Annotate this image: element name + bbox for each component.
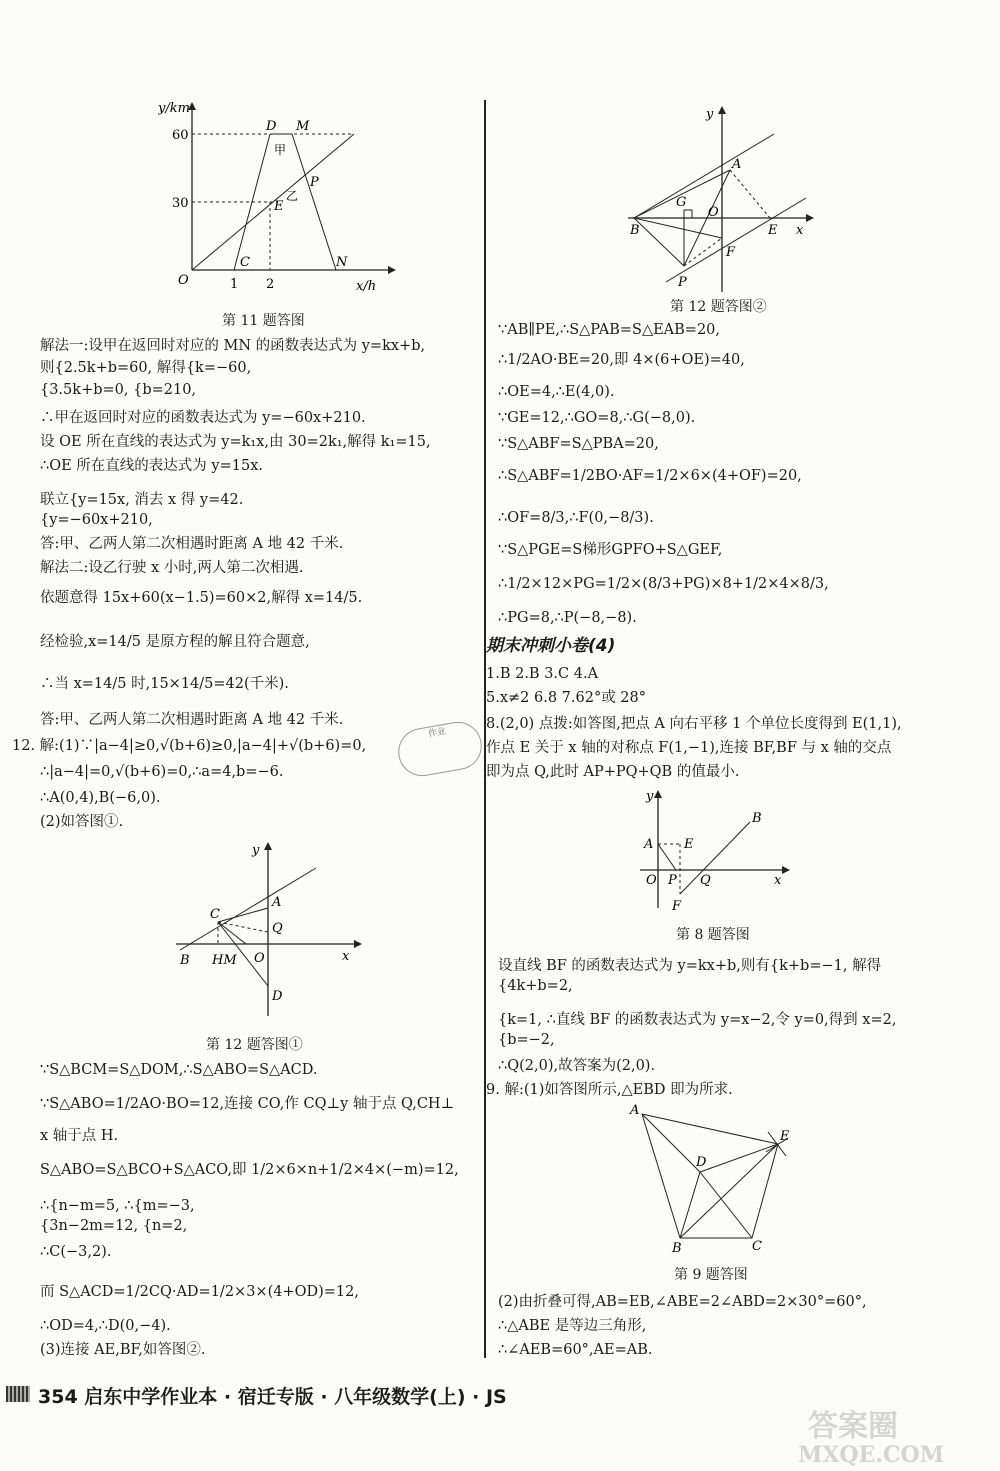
watermark-logo	[678, 1400, 978, 1466]
figure-9	[628, 1102, 798, 1252]
right2-line-1: 1.B 2.B 3.C 4.A	[486, 666, 599, 682]
left2-line-8: 而 S△ACD=1/2CQ·AD=1/2×3×(4+OD)=12,	[40, 1284, 359, 1300]
fig12b-G: G	[676, 195, 687, 210]
fig11-tick-1: 1	[230, 277, 239, 292]
right2-line-3: 8.(2,0) 点拨:如答图,把点 A 向右平移 1 个单位长度得到 E(1,1),	[486, 716, 902, 732]
fig8-E: E	[684, 837, 694, 852]
watermark-url: MXQE.COM	[798, 1442, 945, 1466]
fig8-x: x	[774, 873, 782, 888]
left-line-7: 联立{y=15x, 消去 x 得 y=42.	[40, 492, 244, 508]
left-line-9: 答:甲、乙两人第二次相遇时距离 A 地 42 千米.	[40, 536, 344, 552]
left2-line-5: ∴{n−m=5, ∴{m=−3,	[40, 1198, 195, 1214]
fig12a-x: x	[342, 949, 350, 964]
stamp	[394, 718, 485, 780]
fig8-F: F	[672, 899, 682, 914]
fig12a-caption: 第 12 题答图①	[206, 1037, 303, 1053]
fig11-tick-2: 2	[266, 277, 275, 292]
right-line-8: ∵S△PGE=S梯形GPFO+S△GEF,	[498, 542, 723, 558]
watermark-title: 答案圈	[808, 1409, 898, 1444]
right3-line-5: ∴Q(2,0),故答案为(2,0).	[498, 1058, 656, 1074]
fig11-label-yi: 乙	[286, 189, 299, 203]
fig11-origin: O	[178, 273, 189, 288]
fig8-O: O	[646, 873, 657, 888]
fig11-label-jia: 甲	[274, 143, 287, 157]
right3-line-4: {b=−2,	[498, 1032, 555, 1048]
fig9-C: C	[752, 1239, 762, 1252]
left-line-10: 解法二:设乙行驶 x 小时,两人第二次相遇.	[40, 560, 304, 576]
right-line-6: ∴S△ABF=1/2BO·AF=1/2×6×(4+OF)=20,	[498, 468, 802, 484]
figure-11	[158, 98, 398, 298]
fig12b-B: B	[630, 223, 640, 238]
footer-text: 354 启东中学作业本 · 宿迁专版 · 八年级数学(上) · JS	[38, 1386, 507, 1408]
left-line-16: ∴|a−4|=0,√(b+6)=0,∴a=4,b=−6.	[40, 764, 284, 780]
fig8-Q: Q	[700, 873, 711, 888]
fig12b-O: O	[708, 205, 719, 220]
fig12a-O: O	[254, 951, 265, 966]
stamp-text: 作业	[427, 726, 447, 740]
left-line-3: {3.5k+b=0, {b=210,	[40, 382, 197, 398]
left2-line-6: {3n−2m=12, {n=2,	[40, 1218, 188, 1234]
figure-12a	[166, 840, 366, 1020]
fig8-B: B	[752, 811, 762, 826]
fig11-x-axis-label: x/h	[356, 279, 377, 294]
fig11-y-axis-label: y/km	[158, 101, 190, 116]
left2-line-4: S△ABO=S△BCO+S△ACO,即 1/2×6×n+1/2×4×(−m)=12,	[40, 1162, 459, 1178]
fig8-y: y	[646, 789, 654, 804]
left2-line-2: ∵S△ABO=1/2AO·BO=12,连接 CO,作 CQ⊥y 轴于点 Q,CH⊥	[40, 1096, 455, 1112]
fig8-A: A	[644, 837, 654, 852]
fig11-label-C: C	[240, 255, 250, 270]
fig9-caption: 第 9 题答图	[674, 1267, 748, 1283]
fig8-caption: 第 8 题答图	[676, 927, 750, 943]
fig11-label-M: M	[296, 119, 310, 134]
right-line-4: ∵GE=12,∴GO=8,∴G(−8,0).	[498, 410, 696, 426]
fig11-label-P: P	[310, 175, 319, 190]
left-line-13: ∴当 x=14/5 时,15×14/5=42(千米).	[40, 676, 289, 692]
footer	[38, 1382, 507, 1409]
figure-8	[634, 786, 794, 916]
fig12b-F: F	[726, 245, 736, 260]
left-line-18: (2)如答图①.	[40, 814, 124, 830]
fig12a-B: B	[180, 953, 190, 968]
fig12a-HM: HM	[212, 953, 237, 968]
left-line-15: 12. 解:(1)∵|a−4|≥0,√(b+6)≥0,|a−4|+√(b+6)=0,	[12, 738, 367, 754]
left-line-4: ∴甲在返回时对应的函数表达式为 y=−60x+210.	[40, 410, 366, 426]
fig11-caption: 第 11 题答图	[222, 313, 305, 329]
right3-line-3: {k=1, ∴直线 BF 的函数表达式为 y=x−2,令 y=0,得到 x=2,	[498, 1012, 897, 1028]
section-title: 期末冲刺小卷(4)	[486, 636, 616, 656]
right2-line-4: 作点 E 关于 x 轴的对称点 F(1,−1),连接 BF,BF 与 x 轴的交点	[486, 740, 892, 756]
fig11-label-D: D	[266, 119, 277, 134]
right-line-1: ∵AB∥PE,∴S△PAB=S△EAB=20,	[498, 322, 721, 338]
left-line-14: 答:甲、乙两人第二次相遇时距离 A 地 42 千米.	[40, 712, 344, 728]
figure-12b	[618, 106, 818, 296]
fig9-A: A	[630, 1103, 640, 1118]
right4-line-3: ∴∠AEB=60°,AE=AB.	[498, 1342, 653, 1358]
fig12a-C: C	[210, 907, 220, 922]
fig12a-y: y	[252, 843, 260, 858]
fig9-B: B	[672, 1241, 682, 1252]
fig12b-A: A	[732, 157, 742, 172]
fig12a-Q: Q	[272, 921, 283, 936]
right-line-7: ∴OF=8/3,∴F(0,−8/3).	[498, 510, 654, 526]
right4-line-1: (2)由折叠可得,AB=EB,∠ABE=2∠ABD=2×30°=60°,	[498, 1294, 867, 1310]
fig12b-x: x	[796, 223, 804, 238]
fig12b-caption: 第 12 题答图②	[670, 299, 767, 315]
right-line-9: ∴1/2×12×PG=1/2×(8/3+PG)×8+1/2×4×8/3,	[498, 576, 829, 592]
left-line-8: {y=−60x+210,	[40, 512, 153, 528]
left2-line-1: ∵S△BCM=S△DOM,∴S△ABO=S△ACD.	[40, 1062, 318, 1078]
right-line-5: ∵S△ABF=S△PBA=20,	[498, 436, 659, 452]
left-line-17: ∴A(0,4),B(−6,0).	[40, 790, 161, 806]
right3-line-1: 设直线 BF 的函数表达式为 y=kx+b,则有{k+b=−1, 解得	[498, 958, 882, 974]
right3-line-2: {4k+b=2,	[498, 978, 573, 994]
left2-line-9: ∴OD=4,∴D(0,−4).	[40, 1318, 171, 1334]
left-line-5: 设 OE 所在直线的表达式为 y=k₁x,由 30=2k₁,解得 k₁=15,	[40, 434, 431, 450]
fig11-tick-30: 30	[172, 196, 189, 211]
left2-line-10: (3)连接 AE,BF,如答图②.	[40, 1342, 206, 1358]
left-line-6: ∴OE 所在直线的表达式为 y=15x.	[40, 458, 263, 474]
fig12a-A: A	[272, 895, 282, 910]
right2-line-2: 5.x≠2 6.8 7.62°或 28°	[486, 690, 647, 706]
fig11-label-N: N	[336, 255, 348, 270]
left-line-1: 解法一:设甲在返回时对应的 MN 的函数表达式为 y=kx+b,	[40, 338, 426, 354]
fig12b-P: P	[678, 275, 687, 290]
left2-line-3: x 轴于点 H.	[40, 1128, 119, 1144]
right4-line-2: ∴△ABE 是等边三角形,	[498, 1318, 647, 1334]
fig9-D: D	[696, 1155, 707, 1170]
left-line-12: 经检验,x=14/5 是原方程的解且符合题意,	[40, 634, 310, 650]
right-line-2: ∴1/2AO·BE=20,即 4×(6+OE)=40,	[498, 352, 745, 368]
left2-line-7: ∴C(−3,2).	[40, 1244, 112, 1260]
fig12a-D: D	[272, 989, 283, 1004]
left-line-11: 依题意得 15x+60(x−1.5)=60×2,解得 x=14/5.	[40, 590, 363, 606]
fig9-E: E	[780, 1129, 790, 1144]
right3-line-6: 9. 解:(1)如答图所示,△EBD 即为所求.	[486, 1082, 733, 1098]
fig11-label-E: E	[274, 199, 284, 214]
right2-line-5: 即为点 Q,此时 AP+PQ+QB 的值最小.	[486, 764, 740, 780]
right-line-3: ∴OE=4,∴E(4,0).	[498, 384, 615, 400]
fig8-P: P	[668, 873, 677, 888]
footer-marker	[6, 1386, 30, 1402]
fig11-tick-60: 60	[172, 128, 189, 143]
fig12b-y: y	[706, 107, 714, 122]
left-line-2: 则{2.5k+b=60, 解得{k=−60,	[40, 360, 252, 376]
fig12b-E: E	[768, 223, 778, 238]
right-line-10: ∴PG=8,∴P(−8,−8).	[498, 610, 637, 626]
